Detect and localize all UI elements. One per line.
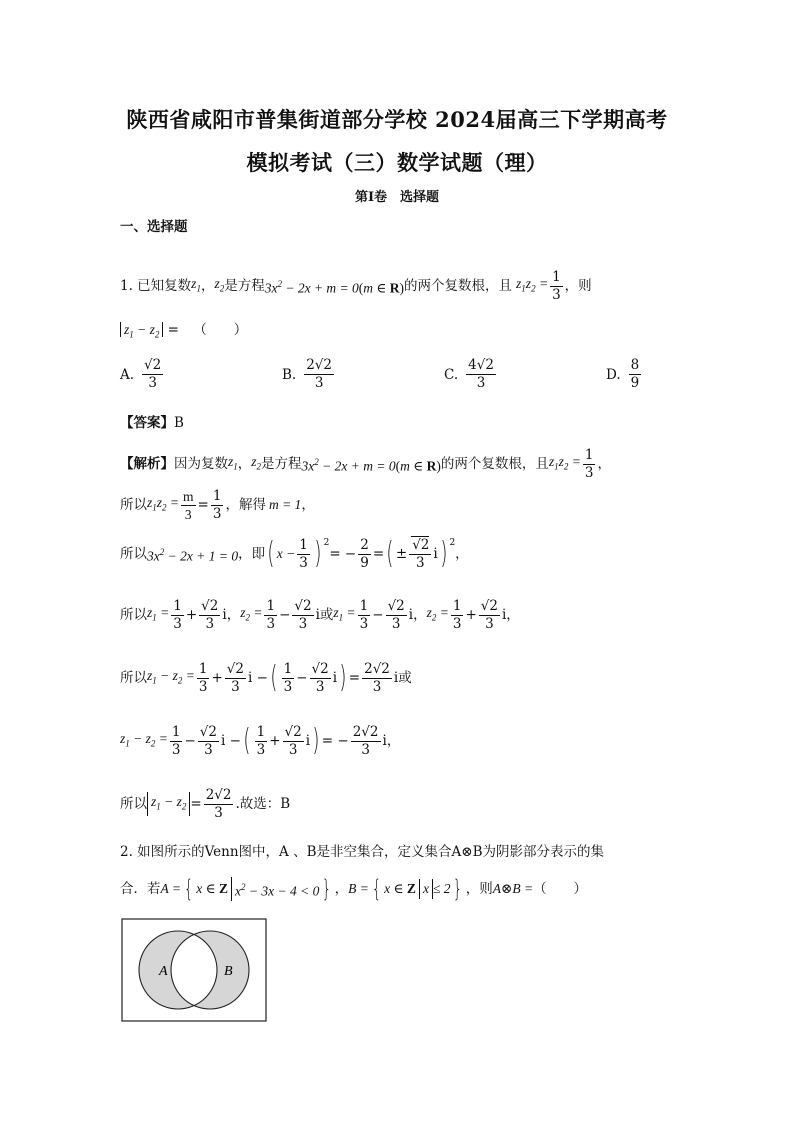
- q1-option-b[interactable]: B. $\frac{2√2}{3}$: [282, 357, 332, 391]
- q1-stem-line2: $z_1 - z_2$ = （ ）: [120, 320, 247, 345]
- venn-label-b: B: [224, 964, 233, 979]
- q2-stem-line2: 合．若 A = { x ∈ Z $x^2 - 3x - 4 < 0$ } ， B = { x ∈ Z x ≤ 2 } ，则 A⊗B = （ ）: [120, 875, 588, 903]
- q1-analysis-line6: $z_1 - z_2$ = $\frac{1}{3}$ − $\frac{√2}{3}$ i − ( $\frac{1}{3}$ + $\frac{√2}{3}$ i ) = − $\frac{2√2}{3}$ i，: [120, 723, 401, 758]
- q1-analysis-line5: 所以 $z_1 - z_2$ = $\frac{1}{3}$ + $\frac{√2}{3}$ i − ( $\frac{1}{3}$ − $\frac{√2}{3}$ i ) = $\frac{2√2}{3}$ i 或: [120, 660, 412, 695]
- q1-option-c[interactable]: C. $\frac{4√2}{3}$: [444, 357, 494, 391]
- exam-title-line2: 模拟考试（三）数学试题（理）: [246, 150, 548, 175]
- q1-analysis-line1: 【解析】 因为复数 $z_1$ ， $z_2$ 是方程 $3x^2 - 2x + m = 0(m$ ∈ R) 的两个复数根，且 $z_1z_2$ = $\frac{1}{3}$ ，: [120, 446, 611, 481]
- q1-analysis-line2: 所以 $z_1z_2$ = $\frac{m}{3}$ = $\frac{1}{3}$ ，解得 m = 1 ，: [120, 487, 315, 522]
- q1-stem-line1: 1. 已知复数 $z_1$ ， $z_2$ 是方程 $3x^2 - 2x + m = 0(m$ ∈ R) 的两个复数根，且 $z_1z_2$ = $\frac{1}{3}$ ，则: [120, 268, 592, 303]
- q1-option-d[interactable]: D. $\frac{8}{9}$: [606, 357, 640, 391]
- exam-title-line1: 陕西省咸阳市普集街道部分学校 2024届高三下学期高考: [126, 107, 668, 132]
- q1-answer: 【答案】B: [120, 415, 184, 431]
- q1-analysis-line3: 所以 $3x^2 - 2x + 1 = 0$ ，即 ( x − $\frac{1}{3}$ ) $^2$ = − $\frac{2}{9}$ = ( ± $\frac{√2}{3}$ i ) $^2$ ，: [120, 536, 469, 571]
- fraction: $\frac{1}{3}$: [552, 268, 561, 303]
- venn-label-a: A: [159, 964, 168, 979]
- q1-analysis-line7: 所以 $z_1 - z_2$ = $\frac{2√2}{3}$ .故选：B: [120, 786, 291, 821]
- section-heading: 一、选择题: [120, 219, 188, 235]
- q2-stem-line1: 2. 如图所示的Venn图中，A 、B是非空集合，定义集合A⊗B为阴影部分表示的集: [120, 844, 605, 860]
- venn-diagram: [121, 918, 267, 1022]
- q1-option-a[interactable]: A. $\frac{√2}{3}$: [120, 357, 162, 391]
- q1-analysis-line4: 所以 $z_1$ = $\frac{1}{3}$ + $\frac{√2}{3}$ i， $z_2$ = $\frac{1}{3}$ − $\frac{√2}{3}$ i 或 $z_1$ = $\frac{1}{3}$ − $\frac{√2}{3}$ i， $z_2$ = $\frac{1}{3}$ + $\frac{√2}{3}$ i，: [120, 597, 520, 632]
- volume-heading: 第Ⅰ卷 选择题: [354, 190, 440, 205]
